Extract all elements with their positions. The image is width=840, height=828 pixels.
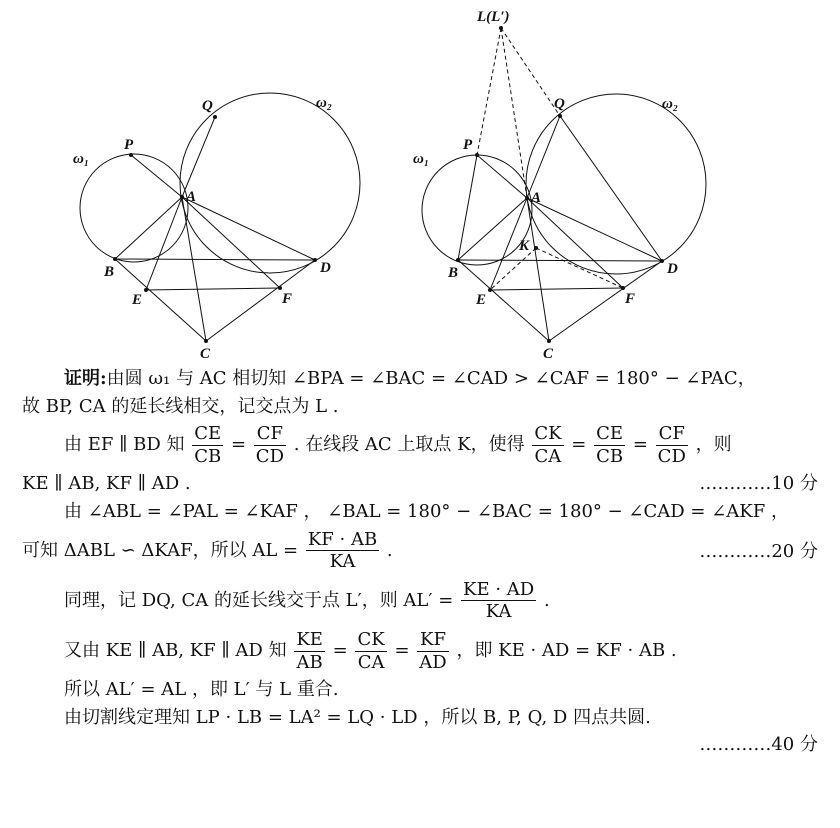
circle-omega2 <box>526 94 706 274</box>
label-E: E <box>476 292 487 308</box>
label-D: D <box>667 261 678 277</box>
label-omega2: ω₂ <box>662 96 679 112</box>
label-omega2: ω₂ <box>316 95 333 111</box>
point-A <box>525 196 529 200</box>
proof-text <box>22 368 818 762</box>
label-A: A <box>186 189 197 205</box>
label-F: F <box>282 291 293 307</box>
segment-AB <box>458 198 527 260</box>
dashed-LP <box>477 28 501 155</box>
point-C <box>204 339 208 343</box>
proof-line-8: 又由 KE ∥ AB, KF ∥ AD 知 $\frac{KE}{AB}$ = $\frac{CK}{CA}$ = $\frac{KF}{AD}$ ，即 KE · AD = KF · AB . <box>64 628 677 673</box>
dashed-KF <box>536 248 623 288</box>
proof-label: 证明: <box>64 368 107 389</box>
fraction-CK-CA: $\frac{CK}{CA}$ <box>357 628 385 673</box>
fraction-KF-AD: $\frac{KF}{AD}$ <box>419 628 447 673</box>
circle-omega1 <box>422 155 532 265</box>
score-mark: …………40 分 <box>699 734 818 756</box>
point-K <box>534 246 538 250</box>
score-mark: …………20 分 <box>699 540 818 562</box>
segment-AE <box>146 197 182 290</box>
label-C: C <box>200 346 211 362</box>
figure-right <box>413 9 706 362</box>
proof-line-10: 由切割线定理知 LP · LB = LA² = LQ · LD ，所以 B, P, Q, D 四点共圆. <box>64 706 651 728</box>
label-P: P <box>124 137 134 153</box>
label-E: E <box>132 292 143 308</box>
dashed-LA <box>501 28 527 198</box>
label-Q: Q <box>202 98 213 114</box>
label-P: P <box>463 137 473 153</box>
label-B: B <box>448 265 459 281</box>
geometry-figures <box>0 0 840 368</box>
segment-BD <box>115 259 315 260</box>
label-C: C <box>543 346 554 362</box>
segment-EF <box>490 288 623 290</box>
label-D: D <box>320 260 331 276</box>
score-mark: …………10 分 <box>699 473 818 495</box>
segment-AQ <box>527 116 560 198</box>
label-K: K <box>519 238 530 254</box>
circle-omega1 <box>80 154 188 262</box>
label-omega1: ω₁ <box>73 151 90 167</box>
circle-omega2 <box>180 93 360 273</box>
point-E <box>144 288 148 292</box>
proof-line-1: 证明:由圆 ω₁ 与 AC 相切知 ∠BPA = ∠BAC = ∠CAD > ∠CAF = 180° − ∠PAC， <box>64 368 756 389</box>
proof-line-6: 可知 ΔABL ∽ ΔKAF，所以 AL = $\frac{KF \cdot AB}{KA}$ . …………20 分 <box>22 528 818 573</box>
label-Q: Q <box>554 96 565 112</box>
dashed-KE <box>490 248 536 290</box>
point-E <box>488 288 492 292</box>
segment-AD <box>182 197 315 260</box>
segment-AF <box>182 197 280 288</box>
segment-AD <box>527 198 662 261</box>
point-F <box>278 286 282 290</box>
proof-line-2: 故 BP, CA 的延长线相交，记交点为 L . <box>22 395 339 417</box>
segment-AB <box>115 197 182 259</box>
fraction-CF-CD: $\frac{CF}{CD}$ <box>255 423 285 467</box>
point-Q <box>213 115 217 119</box>
point-P <box>129 153 133 157</box>
proof-line-7: 同理，记 DQ, CA 的延长线交于点 L′，则 AL′ = $\frac{KE \cdot AD}{KA}$ . <box>64 578 550 623</box>
fraction-CK-CA: $\frac{CK}{CA}$ <box>534 423 562 467</box>
fraction-AL: $\frac{KF \cdot AB}{KA}$ <box>307 528 378 573</box>
label-A: A <box>531 190 542 206</box>
segment-BC <box>115 259 206 341</box>
point-D <box>313 258 317 262</box>
point-P <box>475 153 479 157</box>
point-A <box>180 195 184 199</box>
point-C <box>547 339 551 343</box>
label-L: L(L′) <box>477 9 510 25</box>
label-B: B <box>104 264 115 280</box>
fraction-CE-CB: $\frac{CE}{CB}$ <box>194 423 222 467</box>
proof-line-4: KE ∥ AB, KF ∥ AD . …………10 分 <box>22 473 818 495</box>
fraction-AL-prime: $\frac{KE \cdot AD}{KA}$ <box>463 578 535 623</box>
point-L <box>499 26 503 30</box>
proof-line-5: 由 ∠ABL = ∠PAL = ∠KAF ， ∠BAL = 180° − ∠BAC = 180° − ∠CAD = ∠AKF ， <box>64 500 789 522</box>
segment-QD <box>560 116 662 261</box>
point-D <box>660 259 664 263</box>
point-B <box>456 258 460 262</box>
figure-left <box>73 93 360 362</box>
point-Q <box>558 114 562 118</box>
segment-AF <box>527 198 623 288</box>
segment-AP <box>131 155 182 197</box>
segment-BC <box>458 260 549 341</box>
fraction-CF-CD-2: $\frac{CF}{CD}$ <box>657 423 686 467</box>
proof-line-9: 所以 AL′ = AL ，即 L′ 与 L 重合. <box>64 679 339 701</box>
point-B <box>113 257 117 261</box>
label-F: F <box>625 291 636 307</box>
segment-AC <box>182 197 206 341</box>
label-omega1: ω₁ <box>413 151 430 167</box>
point-F <box>621 286 625 290</box>
dashed-LQ <box>501 28 560 116</box>
fraction-CE-CB-2: $\frac{CE}{CB}$ <box>596 423 624 467</box>
segment-AC <box>527 198 549 341</box>
segment-EF <box>146 288 280 290</box>
proof-line-3: 由 EF ∥ BD 知 $\frac{CE}{CB}$ = $\frac{CF}{CD}$ . 在线段 AC 上取点 K，使得 $\frac{CK}{CA}$ = $\frac{CE}{CB}$ = $\frac{CF}{CD}$ ，则 <box>64 423 732 467</box>
proof-line-11 <box>22 734 818 756</box>
fraction-KE-AB: $\frac{KE}{AB}$ <box>296 628 323 673</box>
segment-BD <box>458 260 662 261</box>
segment-PB <box>458 155 477 260</box>
